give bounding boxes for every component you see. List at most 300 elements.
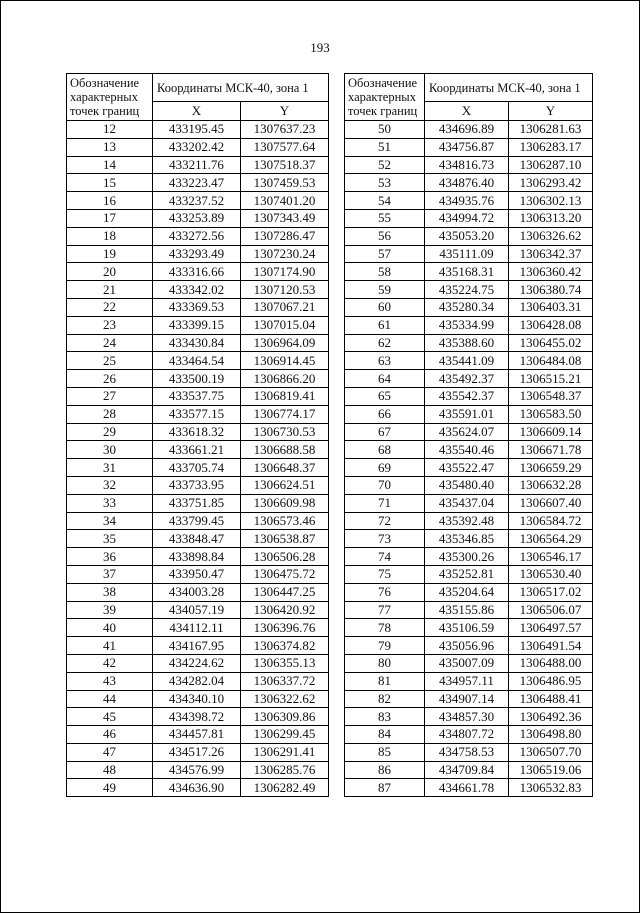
x-cell: 434661.78 <box>425 779 509 797</box>
point-number-cell: 55 <box>345 209 425 227</box>
point-number-cell: 71 <box>345 494 425 512</box>
y-cell: 1306326.62 <box>509 227 593 245</box>
x-cell: 434517.26 <box>153 743 241 761</box>
y-cell: 1306475.72 <box>241 565 329 583</box>
point-number-cell: 22 <box>67 298 153 316</box>
y-cell: 1306914.45 <box>241 352 329 370</box>
point-number-cell: 72 <box>345 512 425 530</box>
x-cell: 433733.95 <box>153 476 241 494</box>
point-number-cell: 60 <box>345 298 425 316</box>
x-cell: 435252.81 <box>425 565 509 583</box>
y-cell: 1306322.62 <box>241 690 329 708</box>
x-cell: 435540.46 <box>425 441 509 459</box>
table-row <box>67 601 329 619</box>
point-number-cell: 29 <box>67 423 153 441</box>
y-cell: 1306532.83 <box>509 779 593 797</box>
point-number-cell: 80 <box>345 654 425 672</box>
x-cell: 433848.47 <box>153 530 241 548</box>
table-row <box>345 423 593 441</box>
x-cell: 433705.74 <box>153 459 241 477</box>
x-cell: 434636.90 <box>153 779 241 797</box>
point-number-cell: 37 <box>67 565 153 583</box>
table-row <box>67 583 329 601</box>
table-row <box>345 654 593 672</box>
table-row <box>67 405 329 423</box>
point-number-cell: 39 <box>67 601 153 619</box>
header-coordinates: Координаты МСК-40, зона 1 <box>425 74 593 102</box>
table-row <box>345 512 593 530</box>
y-cell: 1306564.29 <box>509 530 593 548</box>
point-number-cell: 66 <box>345 405 425 423</box>
y-cell: 1306355.13 <box>241 654 329 672</box>
y-cell: 1306573.46 <box>241 512 329 530</box>
y-cell: 1306688.58 <box>241 441 329 459</box>
x-cell: 434957.11 <box>425 672 509 690</box>
x-cell: 433618.32 <box>153 423 241 441</box>
y-cell: 1307015.04 <box>241 316 329 334</box>
x-cell: 433202.42 <box>153 138 241 156</box>
point-number-cell: 12 <box>67 121 153 139</box>
point-number-cell: 51 <box>345 138 425 156</box>
point-number-cell: 64 <box>345 370 425 388</box>
x-cell: 435224.75 <box>425 281 509 299</box>
table-row <box>67 690 329 708</box>
x-cell: 434876.40 <box>425 174 509 192</box>
x-cell: 434112.11 <box>153 619 241 637</box>
y-cell: 1306488.00 <box>509 654 593 672</box>
y-cell: 1306374.82 <box>241 637 329 655</box>
header-x: X <box>153 102 241 121</box>
x-cell: 434807.72 <box>425 726 509 744</box>
y-cell: 1306607.40 <box>509 494 593 512</box>
point-number-cell: 14 <box>67 156 153 174</box>
table-row <box>345 156 593 174</box>
y-cell: 1307120.53 <box>241 281 329 299</box>
y-cell: 1306632.28 <box>509 476 593 494</box>
x-cell: 435056.96 <box>425 637 509 655</box>
point-number-cell: 53 <box>345 174 425 192</box>
point-number-cell: 69 <box>345 459 425 477</box>
point-number-cell: 59 <box>345 281 425 299</box>
y-cell: 1306497.57 <box>509 619 593 637</box>
y-cell: 1306484.08 <box>509 352 593 370</box>
x-cell: 433293.49 <box>153 245 241 263</box>
table-row <box>345 619 593 637</box>
point-number-cell: 81 <box>345 672 425 690</box>
y-cell: 1306609.14 <box>509 423 593 441</box>
table-row <box>67 779 329 797</box>
x-cell: 433253.89 <box>153 209 241 227</box>
y-cell: 1306380.74 <box>509 281 593 299</box>
point-number-cell: 58 <box>345 263 425 281</box>
x-cell: 434224.62 <box>153 654 241 672</box>
point-number-cell: 74 <box>345 548 425 566</box>
table-row <box>345 530 593 548</box>
point-number-cell: 30 <box>67 441 153 459</box>
table-row <box>67 565 329 583</box>
table-row <box>345 245 593 263</box>
x-cell: 433661.21 <box>153 441 241 459</box>
table-row <box>67 708 329 726</box>
point-number-cell: 31 <box>67 459 153 477</box>
point-number-cell: 57 <box>345 245 425 263</box>
y-cell: 1306291.41 <box>241 743 329 761</box>
y-cell: 1306299.45 <box>241 726 329 744</box>
table-row <box>67 761 329 779</box>
point-number-cell: 50 <box>345 121 425 139</box>
y-cell: 1306498.80 <box>509 726 593 744</box>
y-cell: 1306530.40 <box>509 565 593 583</box>
y-cell: 1306583.50 <box>509 405 593 423</box>
table-row <box>345 209 593 227</box>
table-row <box>345 565 593 583</box>
point-number-cell: 86 <box>345 761 425 779</box>
table-row <box>67 459 329 477</box>
x-cell: 433342.02 <box>153 281 241 299</box>
point-number-cell: 24 <box>67 334 153 352</box>
table-row <box>345 192 593 210</box>
point-number-cell: 47 <box>67 743 153 761</box>
x-cell: 435168.31 <box>425 263 509 281</box>
y-cell: 1306337.72 <box>241 672 329 690</box>
y-cell: 1306488.41 <box>509 690 593 708</box>
x-cell: 434398.72 <box>153 708 241 726</box>
x-cell: 435441.09 <box>425 352 509 370</box>
y-cell: 1306283.17 <box>509 138 593 156</box>
point-number-cell: 18 <box>67 227 153 245</box>
point-number-cell: 15 <box>67 174 153 192</box>
y-cell: 1306491.54 <box>509 637 593 655</box>
table-row <box>67 387 329 405</box>
point-number-cell: 77 <box>345 601 425 619</box>
y-cell: 1306455.02 <box>509 334 593 352</box>
point-number-cell: 21 <box>67 281 153 299</box>
x-cell: 435522.47 <box>425 459 509 477</box>
point-number-cell: 54 <box>345 192 425 210</box>
point-number-cell: 65 <box>345 387 425 405</box>
table-row <box>67 334 329 352</box>
y-cell: 1306360.42 <box>509 263 593 281</box>
point-number-cell: 27 <box>67 387 153 405</box>
x-cell: 435392.48 <box>425 512 509 530</box>
y-cell: 1306517.02 <box>509 583 593 601</box>
table-row <box>67 156 329 174</box>
y-cell: 1307637.23 <box>241 121 329 139</box>
header-y: Y <box>241 102 329 121</box>
x-cell: 434057.19 <box>153 601 241 619</box>
point-number-cell: 36 <box>67 548 153 566</box>
point-number-cell: 45 <box>67 708 153 726</box>
y-cell: 1306774.17 <box>241 405 329 423</box>
point-number-cell: 85 <box>345 743 425 761</box>
table-row <box>345 121 593 139</box>
point-number-cell: 83 <box>345 708 425 726</box>
point-number-cell: 82 <box>345 690 425 708</box>
table-row <box>67 441 329 459</box>
point-number-cell: 43 <box>67 672 153 690</box>
y-cell: 1306282.49 <box>241 779 329 797</box>
x-cell: 435280.34 <box>425 298 509 316</box>
point-number-cell: 61 <box>345 316 425 334</box>
x-cell: 433500.19 <box>153 370 241 388</box>
point-number-cell: 34 <box>67 512 153 530</box>
table-row <box>67 494 329 512</box>
table-row <box>345 476 593 494</box>
y-cell: 1306342.37 <box>509 245 593 263</box>
x-cell: 433751.85 <box>153 494 241 512</box>
y-cell: 1307286.47 <box>241 227 329 245</box>
x-cell: 434457.81 <box>153 726 241 744</box>
table-row <box>345 281 593 299</box>
table-row <box>345 583 593 601</box>
point-number-cell: 44 <box>67 690 153 708</box>
x-cell: 433237.52 <box>153 192 241 210</box>
table-row <box>67 138 329 156</box>
table-row <box>67 174 329 192</box>
table-row <box>67 209 329 227</box>
point-number-cell: 41 <box>67 637 153 655</box>
x-cell: 435624.07 <box>425 423 509 441</box>
table-row <box>67 298 329 316</box>
x-cell: 435204.64 <box>425 583 509 601</box>
y-cell: 1306584.72 <box>509 512 593 530</box>
point-number-cell: 56 <box>345 227 425 245</box>
header-coordinates: Координаты МСК-40, зона 1 <box>153 74 329 102</box>
x-cell: 435542.37 <box>425 387 509 405</box>
point-number-cell: 42 <box>67 654 153 672</box>
point-number-cell: 78 <box>345 619 425 637</box>
x-cell: 435388.60 <box>425 334 509 352</box>
y-cell: 1306506.07 <box>509 601 593 619</box>
point-number-cell: 16 <box>67 192 153 210</box>
point-number-cell: 38 <box>67 583 153 601</box>
x-cell: 433399.15 <box>153 316 241 334</box>
table-row <box>67 512 329 530</box>
y-cell: 1306486.95 <box>509 672 593 690</box>
y-cell: 1307518.37 <box>241 156 329 174</box>
table-row <box>345 601 593 619</box>
table-row <box>67 743 329 761</box>
y-cell: 1306546.17 <box>509 548 593 566</box>
x-cell: 435155.86 <box>425 601 509 619</box>
y-cell: 1306866.20 <box>241 370 329 388</box>
x-cell: 434816.73 <box>425 156 509 174</box>
table-row <box>67 192 329 210</box>
x-cell: 434756.87 <box>425 138 509 156</box>
x-cell: 435111.09 <box>425 245 509 263</box>
table-row <box>345 441 593 459</box>
y-cell: 1307577.64 <box>241 138 329 156</box>
table-row <box>345 779 593 797</box>
table-row <box>345 263 593 281</box>
page-number: 193 <box>310 40 330 55</box>
x-cell: 434167.95 <box>153 637 241 655</box>
x-cell: 433464.54 <box>153 352 241 370</box>
table-row <box>67 227 329 245</box>
point-number-cell: 25 <box>67 352 153 370</box>
y-cell: 1306281.63 <box>509 121 593 139</box>
table-row <box>345 726 593 744</box>
x-cell: 434696.89 <box>425 121 509 139</box>
y-cell: 1306403.31 <box>509 298 593 316</box>
table-row <box>345 690 593 708</box>
x-cell: 433430.84 <box>153 334 241 352</box>
table-row <box>345 334 593 352</box>
point-number-cell: 35 <box>67 530 153 548</box>
x-cell: 434907.14 <box>425 690 509 708</box>
y-cell: 1307067.21 <box>241 298 329 316</box>
table-row <box>67 619 329 637</box>
x-cell: 433369.53 <box>153 298 241 316</box>
point-number-cell: 46 <box>67 726 153 744</box>
x-cell: 435334.99 <box>425 316 509 334</box>
x-cell: 433211.76 <box>153 156 241 174</box>
point-number-cell: 68 <box>345 441 425 459</box>
point-number-cell: 13 <box>67 138 153 156</box>
x-cell: 433195.45 <box>153 121 241 139</box>
point-number-cell: 70 <box>345 476 425 494</box>
point-number-cell: 48 <box>67 761 153 779</box>
point-number-cell: 33 <box>67 494 153 512</box>
x-cell: 434003.28 <box>153 583 241 601</box>
x-cell: 433577.15 <box>153 405 241 423</box>
x-cell: 435346.85 <box>425 530 509 548</box>
table-row <box>345 138 593 156</box>
table-row <box>345 174 593 192</box>
table-row <box>67 530 329 548</box>
y-cell: 1306609.98 <box>241 494 329 512</box>
y-cell: 1307230.24 <box>241 245 329 263</box>
table-row <box>345 459 593 477</box>
point-number-cell: 67 <box>345 423 425 441</box>
y-cell: 1306506.28 <box>241 548 329 566</box>
point-number-cell: 20 <box>67 263 153 281</box>
y-cell: 1306309.86 <box>241 708 329 726</box>
header-point-name: Обозначение характерных точек границ <box>67 74 153 121</box>
table-row <box>67 370 329 388</box>
y-cell: 1306293.42 <box>509 174 593 192</box>
coordinates-table-right <box>344 73 593 797</box>
table-row <box>67 263 329 281</box>
x-cell: 434994.72 <box>425 209 509 227</box>
table-row <box>67 423 329 441</box>
table-row <box>67 476 329 494</box>
y-cell: 1307459.53 <box>241 174 329 192</box>
header-y: Y <box>509 102 593 121</box>
y-cell: 1306648.37 <box>241 459 329 477</box>
coordinates-table-left <box>66 73 329 797</box>
point-number-cell: 84 <box>345 726 425 744</box>
point-number-cell: 73 <box>345 530 425 548</box>
y-cell: 1306671.78 <box>509 441 593 459</box>
point-number-cell: 52 <box>345 156 425 174</box>
table-row <box>345 637 593 655</box>
point-number-cell: 17 <box>67 209 153 227</box>
x-cell: 435437.04 <box>425 494 509 512</box>
y-cell: 1307174.90 <box>241 263 329 281</box>
x-cell: 433316.66 <box>153 263 241 281</box>
x-cell: 435591.01 <box>425 405 509 423</box>
point-number-cell: 79 <box>345 637 425 655</box>
table-row <box>345 761 593 779</box>
x-cell: 434709.84 <box>425 761 509 779</box>
x-cell: 433223.47 <box>153 174 241 192</box>
point-number-cell: 63 <box>345 352 425 370</box>
table-row <box>67 654 329 672</box>
x-cell: 434340.10 <box>153 690 241 708</box>
point-number-cell: 28 <box>67 405 153 423</box>
point-number-cell: 62 <box>345 334 425 352</box>
table-row <box>345 352 593 370</box>
y-cell: 1306396.76 <box>241 619 329 637</box>
table-row <box>345 708 593 726</box>
y-cell: 1306313.20 <box>509 209 593 227</box>
table-row <box>67 281 329 299</box>
x-cell: 433950.47 <box>153 565 241 583</box>
table-row <box>67 352 329 370</box>
x-cell: 435007.09 <box>425 654 509 672</box>
table-row <box>67 548 329 566</box>
y-cell: 1306420.92 <box>241 601 329 619</box>
header-x: X <box>425 102 509 121</box>
y-cell: 1306819.41 <box>241 387 329 405</box>
y-cell: 1306730.53 <box>241 423 329 441</box>
x-cell: 434576.99 <box>153 761 241 779</box>
y-cell: 1306538.87 <box>241 530 329 548</box>
y-cell: 1306659.29 <box>509 459 593 477</box>
table-row <box>345 672 593 690</box>
x-cell: 435492.37 <box>425 370 509 388</box>
x-cell: 433898.84 <box>153 548 241 566</box>
point-number-cell: 49 <box>67 779 153 797</box>
x-cell: 434758.53 <box>425 743 509 761</box>
table-row <box>345 494 593 512</box>
x-cell: 435480.40 <box>425 476 509 494</box>
point-number-cell: 26 <box>67 370 153 388</box>
table-row <box>345 548 593 566</box>
x-cell: 435106.59 <box>425 619 509 637</box>
table-row <box>345 405 593 423</box>
y-cell: 1306548.37 <box>509 387 593 405</box>
table-row <box>67 726 329 744</box>
table-row <box>67 316 329 334</box>
x-cell: 433272.56 <box>153 227 241 245</box>
y-cell: 1307343.49 <box>241 209 329 227</box>
y-cell: 1306964.09 <box>241 334 329 352</box>
table-row <box>67 672 329 690</box>
table-row <box>345 227 593 245</box>
x-cell: 433537.75 <box>153 387 241 405</box>
point-number-cell: 23 <box>67 316 153 334</box>
table-row <box>67 245 329 263</box>
table-row <box>345 387 593 405</box>
y-cell: 1306287.10 <box>509 156 593 174</box>
y-cell: 1306515.21 <box>509 370 593 388</box>
point-number-cell: 32 <box>67 476 153 494</box>
point-number-cell: 19 <box>67 245 153 263</box>
x-cell: 434282.04 <box>153 672 241 690</box>
x-cell: 433799.45 <box>153 512 241 530</box>
y-cell: 1306507.70 <box>509 743 593 761</box>
x-cell: 435300.26 <box>425 548 509 566</box>
point-number-cell: 87 <box>345 779 425 797</box>
x-cell: 435053.20 <box>425 227 509 245</box>
point-number-cell: 76 <box>345 583 425 601</box>
point-number-cell: 40 <box>67 619 153 637</box>
x-cell: 434857.30 <box>425 708 509 726</box>
x-cell: 434935.76 <box>425 192 509 210</box>
table-row <box>67 637 329 655</box>
